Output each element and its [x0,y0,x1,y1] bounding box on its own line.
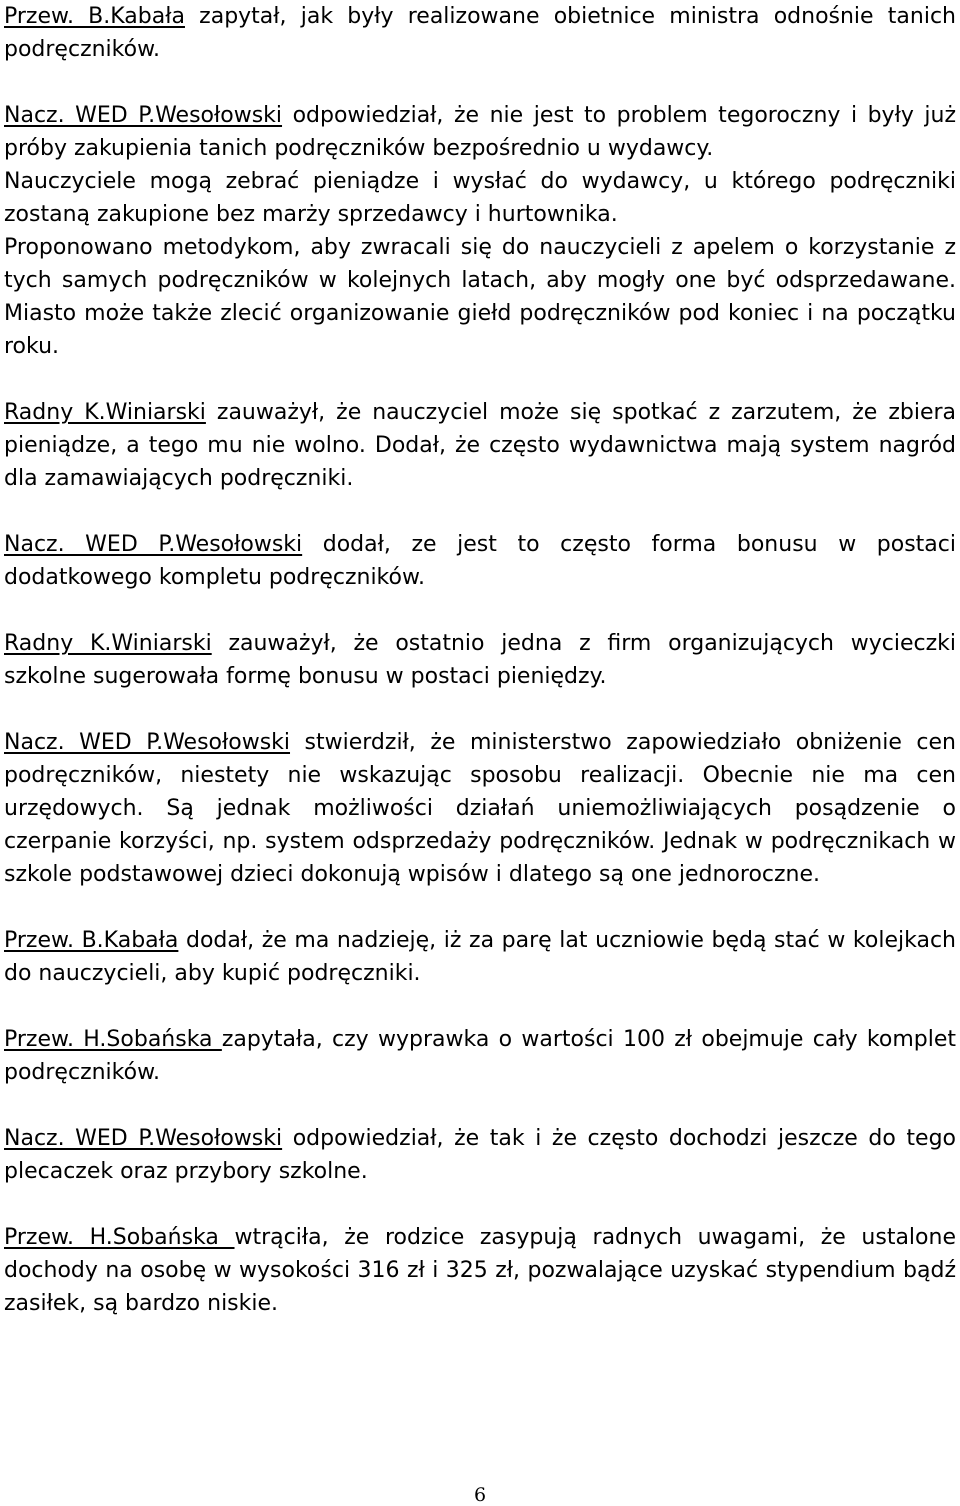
paragraph-text: Proponowano metodykom, aby zwracali się do nauczycieli z apelem o korzystanie z tych samych podręczników w kolejnych latach, aby mogły one być odsprzedawane. Miasto może także zlecić organizowanie giełd podręczników pod koniec i na początku roku. [4,235,956,359]
speaker-name: Nacz. WED P.Wesołowski [4,1126,283,1151]
paragraph-9 [4,924,956,990]
speaker-name: Radny K.Winiarski [4,631,212,656]
paragraph-text: odpowiedział, że tak i że często dochodzi jeszcze do tego plecaczek oraz przybory szkolne. [4,1126,956,1184]
paragraph-12 [4,1221,956,1320]
paragraph-text: dodał, że ma nadzieję, iż za parę lat uczniowie będą stać w kolejkach do nauczycieli, aby kupić podręczniki. [4,928,956,986]
paragraph-text: dodał, ze jest to często forma bonusu w postaci dodatkowego kompletu podręczników. [4,532,957,590]
paragraph-8 [4,726,956,891]
paragraph-text: zauważył, że nauczyciel może się spotkać z zarzutem, że zbiera pieniądze, a tego mu nie wolno. Dodał, że często wydawnictwa mają system nagród dla zamawiających podręczniki. [4,400,957,491]
paragraph-text: zapytała, czy wyprawka o wartości 100 zł obejmuje cały komplet podręczników. [4,1027,956,1085]
speaker-name: Przew. H.Sobańska [4,1225,235,1250]
paragraph-3 [4,165,956,231]
document-page [4,0,956,1320]
paragraph-text: zapytał, jak były realizowane obietnice ministra odnośnie tanich podręczników. [4,4,956,62]
paragraph-5 [4,396,956,495]
paragraph-2 [4,99,956,165]
paragraph-4 [4,231,956,363]
speaker-name: Nacz. WED P.Wesołowski [4,730,291,755]
paragraph-6 [4,528,956,594]
paragraph-11 [4,1122,956,1188]
speaker-name: Przew. B.Kabała [4,4,185,29]
paragraph-1 [4,0,956,66]
paragraph-10 [4,1023,956,1089]
speaker-name: Przew. B.Kabała [4,928,179,953]
paragraph-text: zauważył, że ostatnio jedna z firm organizujących wycieczki szkolne sugerowała formę bonusu w postaci pieniędzy. [4,631,956,689]
speaker-name: Przew. H.Sobańska [4,1027,222,1052]
paragraph-7 [4,627,956,693]
page-number: 6 [473,1484,487,1506]
paragraph-text: Nauczyciele mogą zebrać pieniądze i wysłać do wydawcy, u którego podręczniki zostaną zakupione bez marży sprzedawcy i hurtownika. [4,169,956,227]
paragraph-text: wtrąciła, że rodzice zasypują radnych uwagami, że ustalone dochody na osobę w wysokości 316 zł i 325 zł, pozwalające uzyskać stypendium bądź zasiłek, są bardzo niskie. [4,1225,956,1316]
speaker-name: Nacz. WED P.Wesołowski [4,103,283,128]
paragraph-text: stwierdził, że ministerstwo zapowiedziało obniżenie cen podręczników, niestety nie wskazując sposobu realizacji. Obecnie nie ma cen urzędowych. Są jednak możliwości działań uniemożliwiających posądzenie o czerpanie korzyści, np. system odsprzedaży podręczników. Jednak w podręcznikach w szkole podstawowej dzieci dokonują wpisów i dlatego są one jednoroczne. [4,730,956,887]
speaker-name: Radny K.Winiarski [4,400,206,425]
speaker-name: Nacz. WED P.Wesołowski [4,532,303,557]
paragraph-text: odpowiedział, że nie jest to problem tegoroczny i były już próby zakupienia tanich podręczników bezpośrednio u wydawcy. [4,103,956,161]
